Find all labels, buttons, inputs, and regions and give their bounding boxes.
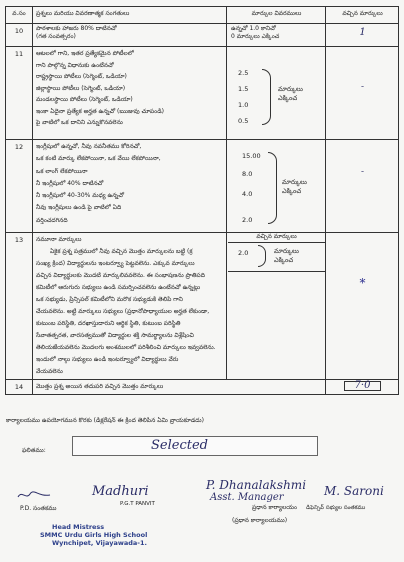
row-marks: వచ్చిన మార్కులు 2.0 మార్కులు ఎక్కించ <box>228 233 326 379</box>
row-question: ఆటలలో గాని, ఇతర ప్రత్యేకమైన పోటీలలో గాని పాల్గొన్న విధానుకు ఉంటేనచో రాష్ట్రస్థాయి పోటీలు (సెగ్మెంట్, ఒడియా) జిల్లాస్థాయి పోటీలు (సెగ్మెంట్, ఒడియా) మండలస్థాయి పోటీలు (సెగ్మెంట్, ఒడియా) ఇంకా ఏదైనా ప్రత్యేక అర్హత ఉన్నచో (ఋజువు చూపండి) పై వాటిలో ఒక దానిని ఎన్నుకొనవలెను <box>33 47 227 139</box>
office-use-note: కార్యాలయము ఉపయోగమున కొరకు (డిక్లరేషన్ ఈ క్రింద తెలిపిన ఏమి వ్రాయకూడదు) <box>6 417 204 424</box>
pgt-signature-label: P.G.T PANVIT <box>120 501 155 507</box>
brace <box>268 152 277 224</box>
header-marks-details: మార్కుల వివరములు <box>228 7 326 23</box>
row-awarded: - <box>360 82 365 92</box>
row-number: 13 <box>6 233 33 379</box>
row-number: 14 <box>6 380 33 394</box>
row-question: మొత్తం ప్రశ్న అయిన తదుపరి వచ్చిన మొత్తం మార్కులు <box>33 380 326 394</box>
result-box <box>72 436 318 456</box>
header-serial: వ.సం <box>6 7 33 23</box>
sub-header: వచ్చిన మార్కులు <box>228 233 325 243</box>
member-signature: M. Saroni <box>324 484 384 498</box>
row-awarded: ⁎ <box>359 272 366 286</box>
row-marks: 2.5 1.5 1.0 0.5 మార్కులు ఎక్కించ <box>228 47 326 139</box>
pd-signature-label: P.D. సంతకము <box>20 505 57 512</box>
headmistress-stamp: Head Mistress SMMC Urdu Girls High School Wynchipet, Vijayawada-1. <box>40 523 148 547</box>
pd-signature-mark <box>16 488 52 502</box>
table-row <box>6 380 398 394</box>
member-signature-label: డిఫెన్సివ్ సభ్యుల సంతకము <box>306 505 366 511</box>
brace <box>262 69 271 125</box>
asst-manager-label: ప్రధాన కార్యాలయం <box>252 504 298 511</box>
row-number: 12 <box>6 140 33 232</box>
table-row <box>6 233 398 380</box>
header-questions: ప్రశ్నలు మరియు వివరణాత్మక సంగతులు <box>33 7 227 23</box>
row-question: పాఠశాలకు హాజరు 80% దాటినచో (గత సంవత్సరం) <box>33 24 227 46</box>
row-question: ఇంగ్లీషులో ఉన్నచో, నీవు నవనీతము కోరినచో, ఒక కంటి మార్కు లేకపోయినా, ఒక వేయి లేకపోయినా, ఒక లాంగ్ లేకపోయినా నీ ఇంగ్లీషులో 40% దాటినచో నీ ఇంగ్లీషులో 40-30% మధ్య ఉన్నచో నీవు ఇంగ్లీషులు ఉండి పై వాటిలో ఏది వర్తించదగినది <box>33 140 227 232</box>
row-awarded: 7·0 <box>327 380 398 394</box>
marks-table <box>5 6 399 395</box>
asst-manager-signature: P. Dhanalakshmi <box>206 478 307 492</box>
brace <box>258 245 266 267</box>
principal-note: (ప్రధాన కార్యాలయము) <box>232 517 288 524</box>
table-row <box>6 140 398 233</box>
asst-manager-title: Asst. Manager <box>210 492 284 503</box>
header-awarded: వచ్చిన మార్కులు <box>342 10 383 17</box>
row-number: 10 <box>6 24 33 46</box>
table-row <box>6 47 398 140</box>
row-question: నమూనా మార్కులు ఏకైక ప్రశ్న పత్రములో నీవు వచ్చిన మొత్తం మార్కులను బట్టి (క్ర సంఖ్య క్రింద) విద్యార్థులను ఇంటర్వ్యూ పెట్టవలెను. ఎక్కువ మార్కులు వచ్చిన విద్యార్థులకు మొదటి మార్కులివవలెను. ఈ సంభాషణను ప్రాతిపది కమిటీలో ఆరుగురు సభ్యులు ఉండి సమర్పించవలెను ఉంటేనచో ఉన్నట్లు ఒక సభ్యుడు, ప్రిన్సిపల్ కమిటీలోని మరొక సభ్యుడుకి తెలిపి గాని చేయవలెను. అట్టి మార్కులు సభ్యులు (ప్రధానోపాధ్యాయుల అర్హత లేకుండా, కుటుంబ పరిస్థితి, దరఖాస్తుదారుని ఆర్థిక స్థితి, కుటుంబ పరిస్థితి సేవాతత్పరత, వారసత్వముతో విద్యార్థుల శక్తి సామర్థ్యాలను విశ్లేషించి తెలియజేయవలెను మొదలగు అంశములలో పరిశీలించి మార్కులు ఇవ్వవలెను. ఇందులో నాల్గు సభ్యులు ఉండి ఇంటర్వ్యూలో విద్యార్థులు వేరు వేయవలెను <box>33 233 227 379</box>
row-marks: ఉన్నచో 1.0 కానిచో 0 మార్కులు ఎక్కించ <box>228 24 326 46</box>
row-awarded: - <box>360 167 365 177</box>
row-awarded: 1 <box>359 27 366 38</box>
result-value: Selected <box>151 438 208 453</box>
divider <box>228 271 325 272</box>
row-marks: 15.00 8.0 4.0 2.0 మార్కులు ఎక్కించ <box>228 140 326 232</box>
row-number: 11 <box>6 47 33 139</box>
pgt-signature: Madhuri <box>92 484 149 499</box>
table-header <box>6 7 398 24</box>
table-row <box>6 24 398 47</box>
result-label: ఫలితము: <box>22 447 46 454</box>
